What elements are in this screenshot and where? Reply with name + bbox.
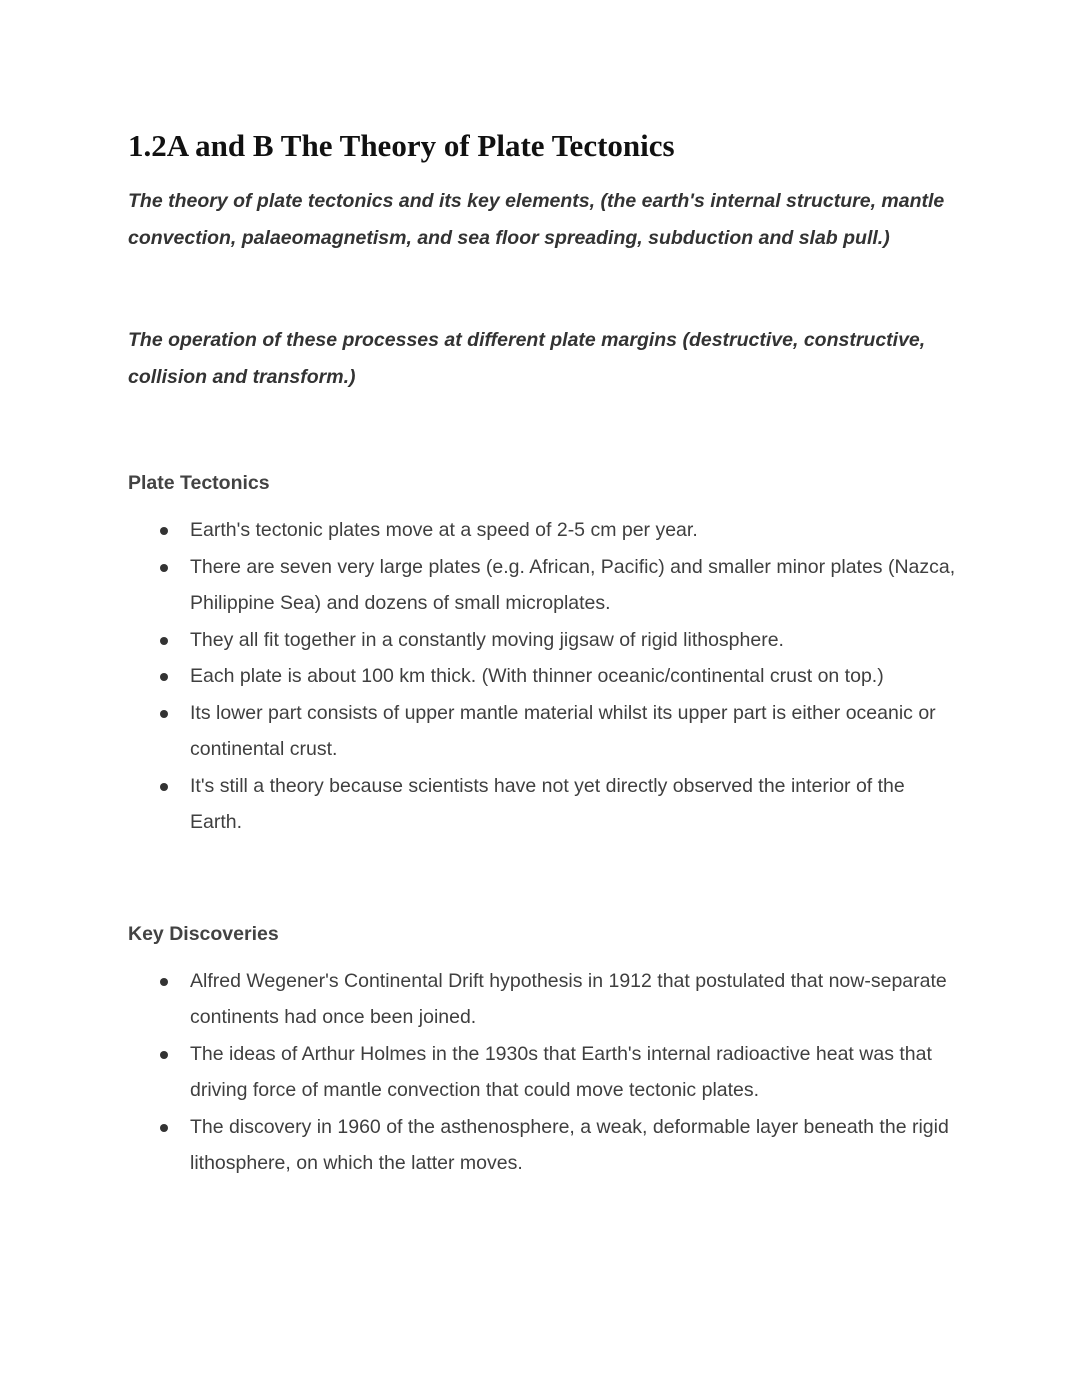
bullet-dot-icon bbox=[160, 564, 168, 572]
list-item bbox=[128, 658, 958, 695]
section-heading-key-discoveries: Key Discoveries bbox=[128, 922, 279, 945]
list-item bbox=[128, 622, 958, 659]
list-item bbox=[128, 963, 958, 1036]
list-item-text: Each plate is about 100 km thick. (With thinner oceanic/continental crust on top.) bbox=[190, 665, 884, 687]
key-discoveries-list bbox=[128, 963, 958, 1182]
list-item-text: It's still a theory because scientists have not yet directly observed the interior of the Earth. bbox=[190, 774, 905, 833]
list-item-text: There are seven very large plates (e.g. African, Pacific) and smaller minor plates (Nazca, Philippine Sea) and dozens of small microplates. bbox=[190, 555, 956, 614]
bullet-dot-icon bbox=[160, 1051, 168, 1059]
list-item bbox=[128, 549, 958, 622]
list-item bbox=[128, 695, 958, 768]
document-title: 1.2A and B The Theory of Plate Tectonics bbox=[128, 128, 675, 163]
bullet-dot-icon bbox=[160, 527, 168, 535]
list-item bbox=[128, 1109, 958, 1182]
bullet-dot-icon bbox=[160, 637, 168, 645]
bullet-dot-icon bbox=[160, 978, 168, 986]
bullet-dot-icon bbox=[160, 710, 168, 718]
list-item bbox=[128, 768, 958, 841]
list-item-text: They all fit together in a constantly moving jigsaw of rigid lithosphere. bbox=[190, 628, 784, 651]
plate-tectonics-list bbox=[128, 512, 958, 841]
list-item-text: Earth's tectonic plates move at a speed of 2-5 cm per year. bbox=[190, 519, 698, 541]
list-item bbox=[128, 512, 958, 549]
bullet-dot-icon bbox=[160, 673, 168, 681]
subtitle-key-elements: The theory of plate tectonics and its key elements, (the earth's internal structure, mantle convection, palaeomagnetism, and sea floor spreading, subduction and slab pull.) bbox=[128, 190, 945, 249]
list-item bbox=[128, 1036, 958, 1109]
list-item-text: Its lower part consists of upper mantle material whilst its upper part is either oceanic or continental crust. bbox=[190, 701, 936, 760]
subtitle-plate-margins: The operation of these processes at different plate margins (destructive, constructive, collision and transform.) bbox=[128, 329, 926, 388]
bullet-dot-icon bbox=[160, 783, 168, 791]
list-item-text: The ideas of Arthur Holmes in the 1930s that Earth's internal radioactive heat was that driving force of mantle convection that could move tectonic plates. bbox=[190, 1042, 932, 1101]
list-item-text: The discovery in 1960 of the asthenosphere, a weak, deformable layer beneath the rigid lithosphere, on which the latter moves. bbox=[190, 1115, 949, 1174]
document-body bbox=[128, 126, 958, 1182]
bullet-dot-icon bbox=[160, 1124, 168, 1132]
list-item-text: Alfred Wegener's Continental Drift hypothesis in 1912 that postulated that now-separate continents had once been joined. bbox=[190, 969, 947, 1028]
section-heading-plate-tectonics: Plate Tectonics bbox=[128, 472, 270, 494]
